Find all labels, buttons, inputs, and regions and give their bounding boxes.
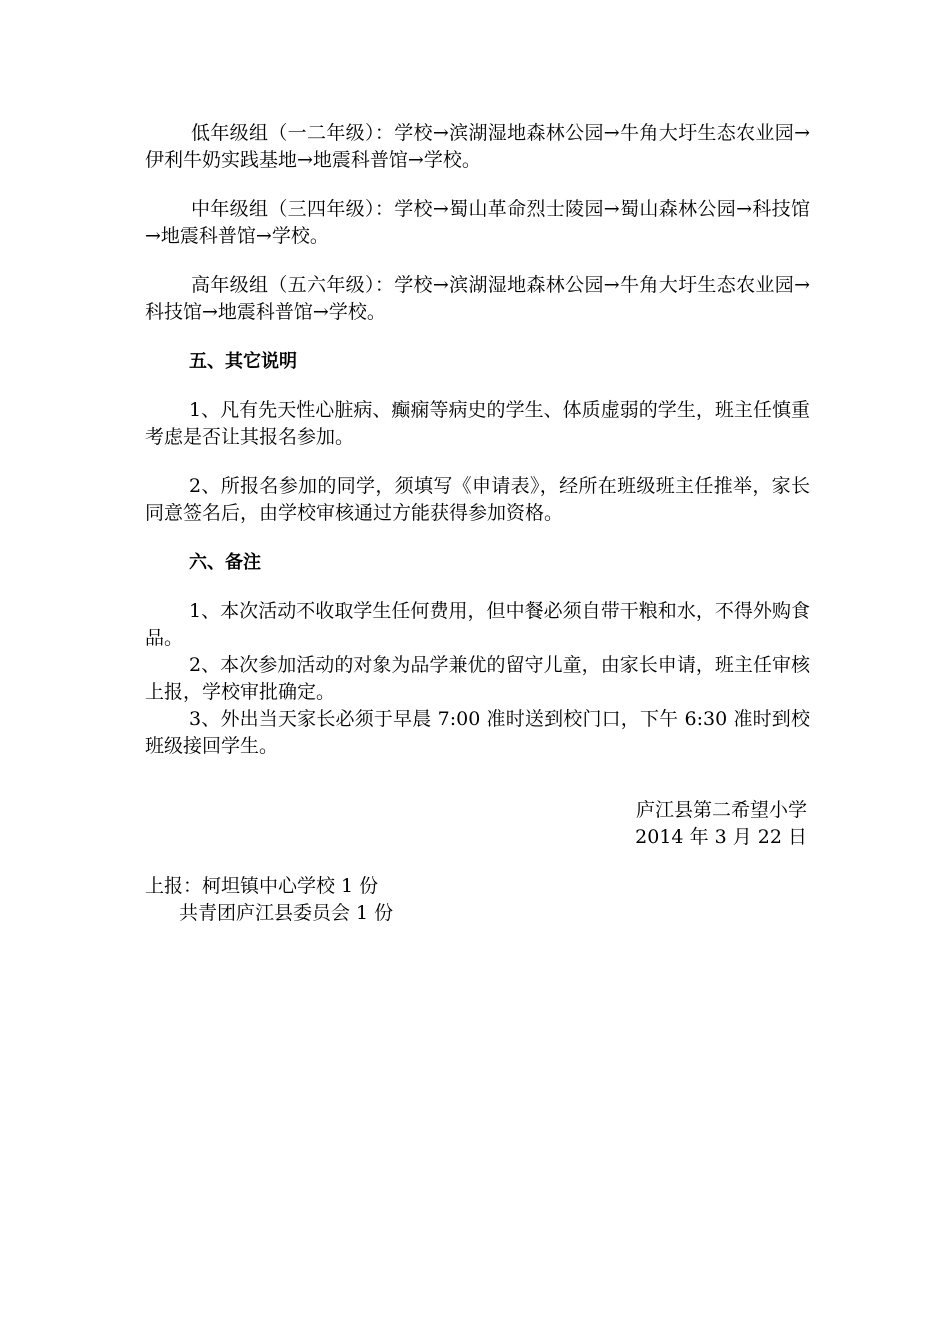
section-six-heading: 六、备注 (189, 552, 261, 573)
section-six-item-2: 2、本次参加活动的对象为品学兼优的留守儿童，由家长申请，班主任审核上报，学校审批确定。 (145, 654, 810, 703)
report-line-2: 共青团庐江县委员会 1 份 (179, 902, 394, 924)
route-middle-grade: 中年级组（三四年级）：学校→蜀山革命烈士陵园→蜀山森林公园→科技馆→地震科普馆→学校。 (145, 198, 810, 247)
section-six-item-3: 3、外出当天家长必须于早晨 7:00 准时送到校门口，下午 6:30 准时到校班级接回学生。 (145, 708, 810, 757)
document-body (145, 120, 810, 760)
signature-date: 2014 年 3 月 22 日 (635, 826, 807, 848)
section-five-item-2: 2、所报名参加的同学，须填写《申请表》，经所在班级班主任推举，家长同意签名后，由学校审核通过方能获得参加资格。 (145, 475, 810, 524)
report-block (145, 873, 810, 927)
route-lower-grade: 低年级组（一二年级）：学校→滨湖湿地森林公园→牛角大圩生态农业园→伊利牛奶实践基地→地震科普馆→学校。 (145, 122, 810, 171)
section-five-item-1: 1、凡有先天性心脏病、癫痫等病史的学生、体质虚弱的学生，班主任慎重考虑是否让其报名参加。 (145, 399, 810, 448)
report-line-1: 上报：柯坦镇中心学校 1 份 (145, 875, 379, 897)
section-five-heading: 五、其它说明 (189, 351, 297, 372)
signature-block (145, 797, 807, 851)
route-upper-grade: 高年级组（五六年级）：学校→滨湖湿地森林公园→牛角大圩生态农业园→科技馆→地震科普馆→学校。 (145, 274, 810, 323)
section-six-item-1: 1、本次活动不收取学生任何费用，但中餐必须自带干粮和水，不得外购食品。 (145, 600, 810, 649)
school-name: 庐江县第二希望小学 (635, 799, 807, 821)
